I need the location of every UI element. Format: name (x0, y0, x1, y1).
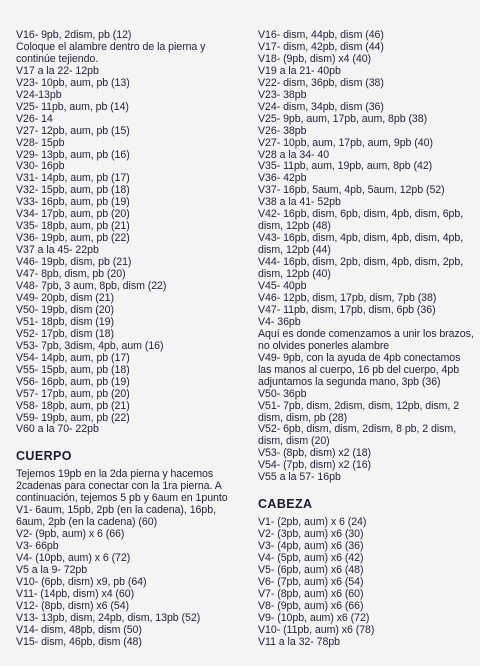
instruction-line: V17- dism, 42pb, dism (44) (258, 40, 384, 53)
instruction-line: V31- 14pb, aum, pb (17) (16, 172, 130, 185)
instruction-line: V16- dism, 44pb, dism (46) (258, 29, 384, 41)
instruction-line: V27- 10pb, aum, 17pb, aum, 9pb (40) (258, 136, 433, 149)
section-heading-cuerpo: CUERPO (16, 449, 72, 464)
instruction-line: V37 a la 45- 22pb (16, 244, 99, 257)
instruction-line: V33- 16pb, aum, pb (19) (16, 196, 130, 209)
instruction-line: V24-13pb (16, 88, 62, 101)
instruction-line: V14- dism, 48pb, dism (50) (16, 623, 142, 636)
instruction-line: V23- 38pb (258, 88, 307, 101)
instruction-line: V15- dism, 46pb, dism (48) (16, 635, 142, 648)
instruction-line: V30- 16pb (16, 160, 65, 173)
instruction-line: V43- 16pb, dism, 4pb, dism, 4pb, dism, 4pb, dism, 12pb (44) (258, 232, 464, 257)
instruction-line: V49- 9pb, con la ayuda de 4pb conectamos las manos al cuerpo, 16 pb del cuerpo, 4pb adjuntamos la segunda mano, 3pb (36) (258, 351, 461, 388)
instruction-line: V45- 40pb (258, 280, 307, 293)
instruction-line: V35- 18pb, aum, pb (21) (16, 220, 130, 233)
instruction-line: V57- 17pb, aum, pb (20) (16, 387, 130, 400)
instruction-line: V50- 19pb, dism (20) (16, 303, 114, 316)
instruction-line: V5- (6pb, aum) x6 (48) (258, 564, 364, 577)
instruction-line: V47- 11pb, dism, 17pb, dism, 6pb (36) (258, 303, 436, 316)
instruction-line: V35- 11pb, aum, 19pb, aum, 8pb (42) (258, 160, 433, 173)
instruction-line: V16- 9pb, 2dism, pb (12) (16, 29, 132, 41)
instruction-line: V27- 12pb, aum, pb (15) (16, 124, 130, 137)
instruction-line: V10- (6pb, dism) x9, pb (64) (16, 575, 147, 588)
instruction-line: V25- 9pb, aum, 17pb, aum, 8pb (38) (258, 112, 428, 125)
instruction-line: V52- 17pb, dism (18) (16, 327, 114, 340)
instruction-line: V25- 11pb, aum, pb (14) (16, 100, 129, 113)
instruction-line: V36- 19pb, aum, pb (22) (16, 232, 130, 245)
instruction-line: V3- (4pb, aum) x6 (36) (258, 540, 364, 553)
instruction-line: V1- 6aum, 15pb, 2pb (en la cadena), 16pb, 6aum, 2pb (en la cadena) (60) (16, 504, 216, 529)
instruction-line: V55- 15pb, aum, pb (18) (16, 363, 130, 376)
instruction-line: V26- 38pb (258, 124, 307, 137)
instruction-line: V2- (9pb, aum) x 6 (66) (16, 528, 125, 541)
instruction-line: V4- (10pb, aum) x 6 (72) (16, 552, 131, 565)
instruction-line: V60 a la 70- 22pb (16, 423, 99, 436)
instruction-line: V29- 13pb, aum, pb (16) (16, 148, 130, 161)
instruction-line: Tejemos 19pb en la 2da pierna y hacemos 2cadenas para conectar con la 1ra pierna. A continuación, tejemos 5 pb y 6aum en 1punto (16, 468, 228, 505)
instruction-line: V4- (5pb, aum) x6 (42) (258, 552, 364, 565)
instruction-line: V26- 14 (16, 112, 53, 125)
instruction-line: V4- 36pb (258, 315, 301, 328)
instruction-line: V10- (11pb, aum) x6 (78) (258, 623, 375, 636)
instruction-line: V11 a la 32- 78pb (258, 635, 341, 648)
instruction-line: V18- (9pb, dism) x4 (40) (258, 52, 372, 65)
instruction-line: V44- 16pb, dism, 2pb, dism, 4pb, dism, 2pb, dism, 12pb (40) (258, 256, 464, 281)
instruction-line: V59- 19pb, aum, pb (22) (16, 411, 130, 424)
instruction-line: Coloque el alambre dentro de la pierna y continúe tejiendo. (16, 40, 206, 65)
instruction-line: V46- 12pb, dism, 17pb, dism, 7pb (38) (258, 291, 437, 304)
instruction-line: V19 a la 21- 40pb (258, 64, 341, 77)
instruction-line: V51- 7pb, dism, 2dism, dism, 12pb, dism, 2 dism, dism, pb (28) (258, 399, 460, 424)
instruction-line: V22- dism, 36pb, dism (38) (258, 76, 384, 89)
instruction-line: V17 a la 22- 12pb (16, 64, 99, 77)
body-instructions (16, 469, 244, 648)
instruction-line: V48- 7pb, 3 aum, 8pb, dism (22) (16, 280, 167, 293)
body-arms-instructions (258, 30, 474, 484)
instruction-line: V36- 42pb (258, 172, 307, 185)
instruction-line: V46- 19pb, dism, pb (21) (16, 256, 132, 269)
instruction-line: V56- 16pb, aum, pb (19) (16, 375, 130, 388)
instruction-line: V54- (7pb, dism) x2 (16) (258, 459, 372, 472)
instruction-line: V42- 16pb, dism, 6pb, dism, 4pb, dism, 6pb, dism, 12pb (48) (258, 208, 464, 233)
instruction-line: V34- 17pb, aum, pb (20) (16, 208, 130, 221)
left-column (16, 30, 244, 649)
instruction-line: V53- (8pb, dism) x2 (18) (258, 447, 372, 460)
instruction-line: V8- (9pb, aum) x6 (66) (258, 599, 364, 612)
instruction-line: V1- (2pb, aum) x 6 (24) (258, 516, 367, 529)
instruction-line: V28 a la 34- 40 (258, 148, 330, 161)
instruction-line: V13- 13pb, dism, 24pb, dism, 13pb (52) (16, 611, 201, 624)
instruction-line: V55 a la 57- 16pb (258, 471, 341, 484)
right-column (258, 30, 474, 649)
instruction-line: V32- 15pb, aum, pb (18) (16, 184, 130, 197)
instruction-line: V12- (8pb, dism) x6 (54) (16, 599, 130, 612)
instruction-line: V37- 16pb, 5aum, 4pb, 5aum, 12pb (52) (258, 184, 445, 197)
instruction-line: V47- 8pb, dism, pb (20) (16, 268, 126, 281)
instruction-line: V49- 20pb, dism (21) (16, 291, 114, 304)
section-heading-cabeza: CABEZA (258, 497, 313, 512)
instruction-line: V38 a la 41- 52pb (258, 196, 341, 209)
instruction-line: V6- (7pb, aum) x6 (54) (258, 575, 364, 588)
instruction-line: V51- 18pb, dism (19) (16, 315, 114, 328)
instruction-line: V11- (14pb, dism) x4 (60) (16, 587, 135, 600)
instruction-line: V58- 18pb, aum, pb (21) (16, 399, 130, 412)
instruction-line: V5 a la 9- 72pb (16, 564, 88, 577)
head-instructions (258, 517, 474, 648)
instruction-line: V7- (8pb, aum) x6 (60) (258, 587, 364, 600)
instruction-line: V50- 36pb (258, 387, 307, 400)
instruction-line: V24- dism, 34pb, dism (36) (258, 100, 384, 113)
instruction-line: V28- 15pb (16, 136, 65, 149)
instruction-line: V52- 6pb, dism, dism, 2dism, 8 pb, 2 dism, dism, dism (20) (258, 423, 457, 448)
instruction-line: V9- (10pb, aum) x6 (72) (258, 611, 370, 624)
instruction-line: V3- 66pb (16, 540, 59, 553)
leg-instructions (16, 30, 244, 436)
instruction-line: V2- (3pb, aum) x6 (30) (258, 528, 364, 541)
instruction-line: Aquí es donde comenzamos a unir los brazos, no olvides ponerles alambre (258, 327, 474, 352)
instruction-line: V53- 7pb, 3dism, 4pb, aum (16) (16, 339, 164, 352)
instruction-line: V54- 14pb, aum, pb (17) (16, 351, 130, 364)
instruction-line: V23- 10pb, aum, pb (13) (16, 76, 130, 89)
